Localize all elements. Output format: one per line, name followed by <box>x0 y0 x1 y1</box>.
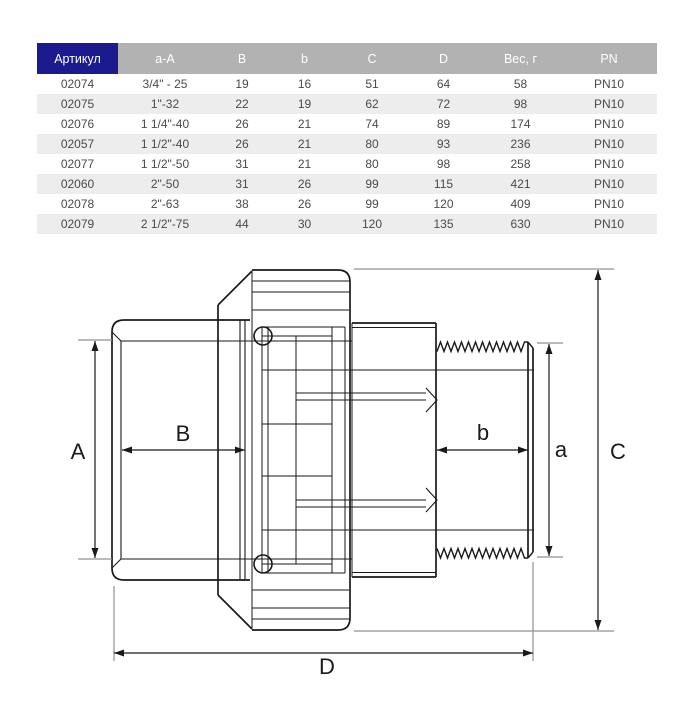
table-cell: 3/4" - 25 <box>142 77 188 91</box>
table-cell: 80 <box>365 157 379 171</box>
table-cell: 02078 <box>60 197 95 211</box>
table-cell: 02057 <box>60 137 95 151</box>
table-cell: 1 1/2"-50 <box>140 157 190 171</box>
table-cell: PN10 <box>593 197 625 211</box>
table-header-cell: B <box>212 43 272 74</box>
table-header-cell: b <box>272 43 337 74</box>
table-cell: PN10 <box>593 137 625 151</box>
table-cell: 72 <box>436 97 451 111</box>
table-cell: 16 <box>297 77 312 91</box>
table-row <box>37 154 657 174</box>
table-cell: PN10 <box>593 97 625 111</box>
table-cell: 02075 <box>60 97 95 111</box>
table-cell: 2 1/2"-75 <box>140 217 190 231</box>
dimension-B <box>122 421 245 454</box>
table-cell: PN10 <box>593 217 625 231</box>
table-cell: 26 <box>235 117 249 131</box>
dim-label-D: D <box>319 654 335 679</box>
table-cell: 115 <box>433 177 454 191</box>
table-cell: 21 <box>297 157 312 171</box>
table-cell: 38 <box>235 197 249 211</box>
table-header-cell: C <box>337 43 407 74</box>
table-cell: 1 1/2"-40 <box>140 137 190 151</box>
table-row <box>37 134 657 154</box>
table-cell: 30 <box>297 217 312 231</box>
end-cap <box>528 342 533 558</box>
table-cell: PN10 <box>593 77 625 91</box>
technical-drawing <box>0 250 700 705</box>
table-cell: 1 1/4"-40 <box>140 117 190 131</box>
table-cell: 26 <box>297 197 312 211</box>
table-cell: 02074 <box>60 77 95 91</box>
table-cell: 26 <box>235 137 249 151</box>
dim-label-C: C <box>610 439 626 464</box>
spec-table <box>37 43 657 234</box>
table-cell: 22 <box>235 97 249 111</box>
hex-body <box>352 323 436 577</box>
table-cell: 236 <box>510 137 531 151</box>
table-cell: 21 <box>297 137 312 151</box>
table-cell: 99 <box>365 197 379 211</box>
dim-label-b: b <box>476 420 490 445</box>
table-cell: 21 <box>297 117 312 131</box>
dim-label-B: B <box>175 421 191 446</box>
dimension-C <box>595 270 627 630</box>
spec-table-body <box>37 74 657 234</box>
table-header-cell: PN <box>561 43 657 74</box>
table-cell: 1"-32 <box>150 97 180 111</box>
table-cell: 19 <box>297 97 312 111</box>
table-cell: 98 <box>513 97 528 111</box>
table-cell: 409 <box>510 197 531 211</box>
table-cell: 44 <box>235 217 249 231</box>
table-row <box>37 214 657 234</box>
dimension-A <box>71 341 99 558</box>
dimension-a <box>546 344 568 556</box>
table-row <box>37 94 657 114</box>
table-row <box>37 194 657 214</box>
table-cell: 02077 <box>60 157 95 171</box>
table-cell: 80 <box>365 137 379 151</box>
table-cell: 258 <box>510 157 531 171</box>
table-cell: PN10 <box>593 117 625 131</box>
table-cell: 421 <box>510 177 531 191</box>
table-cell: 51 <box>365 77 379 91</box>
table-cell: 120 <box>433 197 454 211</box>
table-cell: 93 <box>436 137 451 151</box>
table-cell: 135 <box>433 217 454 231</box>
table-cell: 31 <box>235 177 249 191</box>
dim-label-A: A <box>70 439 86 464</box>
table-cell: 02060 <box>60 177 95 191</box>
table-header-cell: a-A <box>118 43 212 74</box>
table-cell: 120 <box>361 217 383 231</box>
table-cell: 26 <box>297 177 312 191</box>
table-cell: 174 <box>510 117 531 131</box>
table-cell: 62 <box>365 97 379 111</box>
table-cell: 58 <box>513 77 528 91</box>
table-header-cell: Артикул <box>37 43 118 74</box>
table-cell: 98 <box>436 157 451 171</box>
table-row <box>37 174 657 194</box>
table-cell: 2"-63 <box>150 197 180 211</box>
table-cell: 64 <box>436 77 451 91</box>
table-cell: 99 <box>365 177 379 191</box>
table-cell: 19 <box>235 77 249 91</box>
table-row <box>37 114 657 134</box>
table-cell: 630 <box>510 217 531 231</box>
table-row <box>37 74 657 94</box>
table-cell: 02076 <box>60 117 95 131</box>
spec-table-head-row <box>37 43 657 74</box>
table-cell: 89 <box>436 117 451 131</box>
union-fitting-drawing <box>0 250 700 700</box>
table-cell: 2"-50 <box>150 177 180 191</box>
dimension-D <box>114 650 533 680</box>
dim-label-a: a <box>554 437 568 462</box>
table-cell: 31 <box>235 157 249 171</box>
table-cell: 74 <box>365 117 379 131</box>
table-cell: 02079 <box>60 217 95 231</box>
table-cell: PN10 <box>593 157 625 171</box>
table-cell: PN10 <box>593 177 625 191</box>
dimension-b <box>437 420 528 454</box>
table-header-cell: D <box>407 43 480 74</box>
table-header-cell: Вес, г <box>480 43 561 74</box>
